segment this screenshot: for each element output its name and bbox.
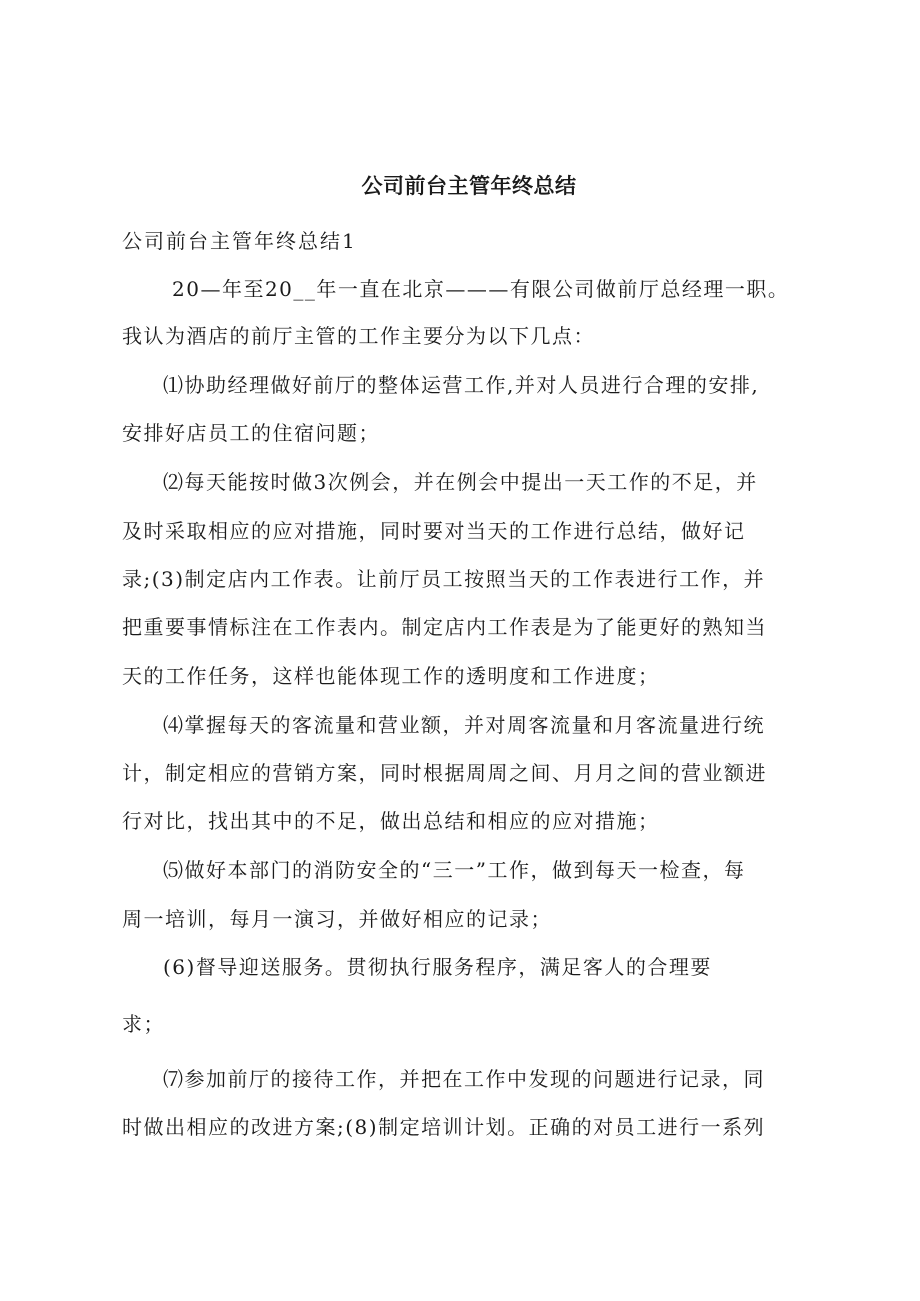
body-line: 时做出相应的改进方案;(8)制定培训计划。正确的对员工进行一系列 (122, 1115, 766, 1139)
body-line: 天的工作任务，这样也能体现工作的透明度和工作进度； (122, 664, 660, 688)
body-line: 及时采取相应的应对措施，同时要对当天的工作进行总结，做好记 (122, 519, 746, 543)
body-line: ⑵每天能按时做3次例会，并在例会中提出一天工作的不足，并 (163, 470, 758, 494)
body-line: 计，制定相应的营销方案，同时根据周周之间、月月之间的营业额进 (122, 761, 767, 785)
document-subtitle: 公司前台主管年终总结1 (122, 229, 357, 253)
body-line: 周一培训，每月一演习，并做好相应的记录； (122, 907, 552, 931)
body-line: 行对比，找出其中的不足，做出总结和相应的应对措施； (122, 809, 660, 833)
body-line: (6)督导迎送服务。贯彻执行服务程序，满足客人的合理要 (163, 955, 712, 979)
body-line: ⑷掌握每天的客流量和营业额，并对周客流量和月客流量进行统 (163, 713, 765, 737)
body-line: 录;(3)制定店内工作表。让前厅员工按照当天的工作表进行工作，并 (122, 567, 766, 591)
body-line: ⑺参加前厅的接待工作，并把在工作中发现的问题进行记录，同 (163, 1067, 765, 1091)
body-line: 安排好店员工的住宿问题； (122, 421, 380, 445)
body-line: ⑴协助经理做好前厅的整体运营工作,并对人员进行合理的安排, (163, 373, 760, 397)
body-line: 我认为酒店的前厅主管的工作主要分为以下几点： (122, 324, 595, 348)
body-line: 20—年至20__年一直在北京———有限公司做前厅总经理一职。 (172, 277, 790, 301)
body-line: 把重要事情标注在工作表内。制定店内工作表是为了能更好的熟知当 (122, 615, 767, 639)
document-title: 公司前台主管年终总结 (361, 174, 577, 198)
body-line: 求； (122, 1012, 165, 1036)
body-line: ⑸做好本部门的消防安全的“三一”工作，做到每天一检查，每 (163, 858, 746, 882)
